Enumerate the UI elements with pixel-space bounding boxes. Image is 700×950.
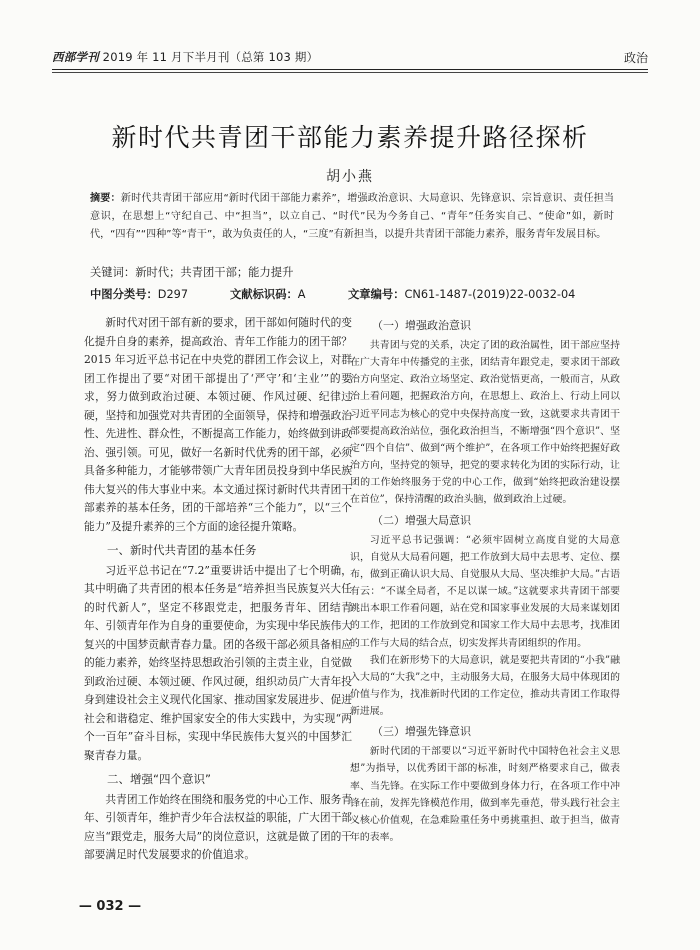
abstract-text: 新时代共青团干部应用“新时代团干部能力素养”，增强政治意识、大局意识、先锋意识、宗旨意识、责任担当意识，在思想上“守纪自己、中“担当”，以立自己、“时代”民为今务自己、“青年”任务实自己、“使命”如，新时代，“四有”“四种”等“青干”，敢为负责任的人，“三度”有新担当，以提升共青团干部能力素养，服务青年发展目标。 bbox=[90, 193, 614, 241]
clc-number bbox=[90, 286, 188, 302]
article-number-label: 文章编号： bbox=[348, 288, 405, 301]
article-number bbox=[348, 286, 575, 302]
subsection-heading: （一）增强政治意识 bbox=[372, 319, 471, 332]
paragraph: 习近平总书记强调：“必须牢固树立高度自觉的大局意识，自觉从大局看问题，把工作放到大局中去思考、定位、摆布，做到正确认识大局、自觉服从大局、坚决维护大局。”古语有云：“不谋全局者，不足以谋一域。”这就要求共青团干部要跳出本职工作看问题，站在党和国家事业发展的大局来谋划团的工作，把团的工作放到党和国家工作大局中去思考，找准团的工作与大局的结合点，切实发挥共青团组织的作用。 bbox=[350, 534, 620, 649]
subsection-heading: （三）增强先锋意识 bbox=[372, 725, 471, 739]
header-journal-info bbox=[52, 49, 318, 65]
running-header bbox=[52, 46, 648, 68]
article-title: 新时代共青团干部能力素养提升路径探析 bbox=[111, 123, 589, 152]
doc-code-label: 文献标识码： bbox=[230, 288, 298, 301]
paragraph: 共青团工作始终在围绕和服务党的中心工作、服务青年、引领青年，维护青少年合法权益的职能，广大团干部应当“跟党走，服务大局”的岗位意识，这就是做了团的干部要满足时代发展要求的价值追求。 bbox=[84, 792, 352, 862]
article-number-value: CN61-1487-(2019)22-0032-04 bbox=[404, 288, 576, 301]
right-column bbox=[350, 314, 620, 846]
keywords bbox=[90, 264, 614, 280]
keywords-text: 新时代；共青团干部；能力提升 bbox=[135, 266, 294, 279]
header-rule bbox=[52, 69, 648, 70]
paragraph: 新时代团的干部要以“习近平新时代中国特色社会主义思想”为指导，以优秀团干部的标准，时刻严格要求自己，做表率、当先锋。在实际工作中要做到身体力行，在各项工作中冲锋在前，发挥先锋模范作用，做到率先垂范，带头践行社会主义核心价值观，在急难险重任务中勇挑重担、敢于担当，做青年的表率。 bbox=[350, 746, 620, 844]
clc-value: D297 bbox=[157, 288, 189, 301]
issue-info: 2019 年 11 月下半月刊（总第 103 期） bbox=[102, 50, 319, 64]
intro-paragraph: 新时代对团干部有新的要求，团干部如何随时代的变化提升自身的素养，提高政治、青年工作能力的团干部？2015 年习近平总书记在中央党的群团工作会议上，对群团工作提出了要“对团干部提出了‘严守’和‘主业’”的要求，努力做到政治过硬、本领过硬、作风过硬、纪律过硬，坚持和加强党对共青团的全面领导，保持和增强政治性、先进性、群众性，不断提高工作能力，始终做到讲政治、强引领。可见，做好一名新时代优秀的团干部，必须具备多种能力，才能够带领广大青年团员投身到中华民族伟大复兴的伟大事业中来。本文通过探讨新时代共青团干部素养的基本任务，团的干部培养“三个能力”，以“三个能力”及提升素养的三个方面的途径提升策略。 bbox=[84, 316, 352, 534]
page-number: — 032 — bbox=[78, 899, 142, 914]
abstract bbox=[90, 190, 614, 244]
section-heading-2: 二、增强“四个意识” bbox=[107, 771, 211, 786]
clc-label: 中图分类号： bbox=[90, 288, 158, 301]
abstract-label: 摘要： bbox=[90, 193, 121, 204]
subsection-heading: （二）增强大局意识 bbox=[372, 513, 471, 527]
classification-line bbox=[90, 286, 630, 304]
doc-code bbox=[230, 286, 306, 302]
header-rule-thin bbox=[52, 72, 648, 73]
doc-code-value: A bbox=[297, 288, 306, 301]
paragraph: 我们在新形势下的大局意识，就是要把共青团的“小我”融入大局的“大我”之中，主动服务大局，在服务大局中体现团的价值与作为，找准新时代团的工作定位，推动共青团工作取得新进展。 bbox=[350, 654, 620, 718]
section-heading-1: 一、新时代共青团的基本任务 bbox=[107, 542, 257, 557]
article-author: 胡小燕 bbox=[326, 169, 374, 185]
paragraph: 习近平总书记在“7.2”重要讲话中提出了七个明确，其中明确了共青团的根本任务是“培养担当民族复兴大任的时代新人”，坚定不移跟党走，把服务青年、团结青年、引领青年作为自身的重要使命，为实现中华民族伟大复兴的中国梦贡献青春力量。团的各级干部必须具备相应的能力素养，始终坚持思想政治引领的主责主业，自觉做到政治过硬、本领过硬、作风过硬，组织动员广大青年投身到建设社会主义现代化国家、推动国家发展进步、促进社会和谐稳定、维护国家安全的伟大实践中，为实现“两个一百年”奋斗目标，实现中华民族伟大复兴的中国梦汇聚青春力量。 bbox=[84, 563, 352, 763]
paragraph: 共青团与党的关系，决定了团的政治属性，团干部应坚持在广大青年中传播党的主张，团结青年跟党走，要求团干部政治方向坚定、政治立场坚定、政治觉悟更高，一般而言，从政治上看问题，把握政治方向，在思想上、政治上、行动上同以习近平同志为核心的党中央保持高度一致，这就要求共青团干部要提高政治站位，强化政治担当，不断增强“四个意识”、坚定“四个自信”、做到“两个维护”，在各项工作中始终把握好政治方向，坚持党的领导，把党的要求转化为团的实际行动，让团的工作始终服务于党的中心工作，做到“始终把政治建设摆在首位”，保持清醒的政治头脑，做到政治上过硬。 bbox=[350, 340, 620, 506]
section-name: 政治 bbox=[623, 51, 648, 65]
journal-name: 西部学刊 bbox=[52, 50, 99, 64]
keywords-label: 关键词： bbox=[90, 266, 136, 279]
left-column bbox=[84, 314, 352, 865]
